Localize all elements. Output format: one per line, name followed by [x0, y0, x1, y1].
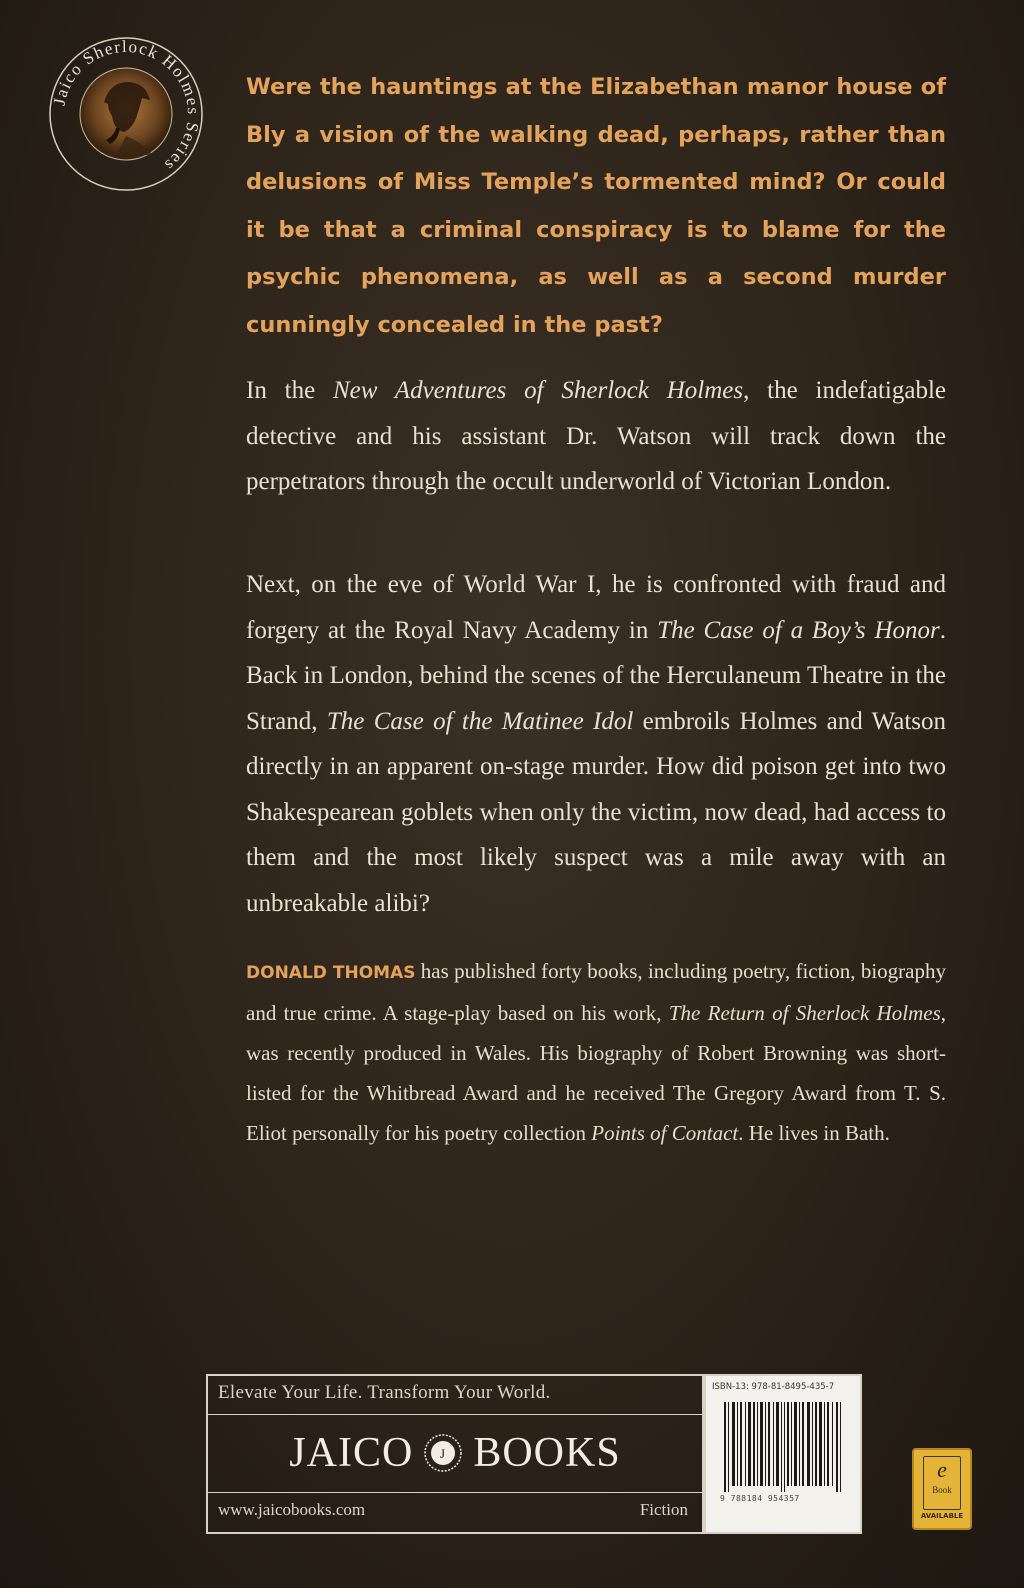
blurb-lead: Were the hauntings at the Elizabethan manor house of Bly a vision of the walking dead, perhaps, rather than delusions of Miss Temple’s tormented mind? Or could it be that a criminal conspiracy is to blame for the psychic phenomena, as well as a second murder cunningly concealed in the past? [246, 74, 946, 338]
author-text-c: . He lives in Bath. [738, 1121, 890, 1145]
author-bio [246, 951, 946, 1153]
para2-title-2: The Case of the Matinee Idol [326, 707, 634, 735]
barcode-digits: 9 788184 954357 [720, 1494, 800, 1503]
publisher-name-left: JAICO [289, 1430, 414, 1476]
para1-title: New Adventures of Sherlock Holmes [333, 377, 744, 404]
ebook-letter: e [937, 1457, 947, 1482]
publisher-website[interactable]: www.jaicobooks.com [218, 1500, 366, 1519]
ebook-available-badge [912, 1448, 972, 1530]
publisher-divider-top [208, 1414, 702, 1415]
series-badge-emblem [48, 36, 204, 192]
barcode-bars-icon [724, 1402, 842, 1492]
author-name: DONALD THOMAS [246, 963, 416, 983]
para2-text-b: . Back in London, behind the scenes of the Herculaneum Theatre in the Strand, [246, 616, 946, 735]
para2-text-a: Next, on the eve of World War I, he is confronted with fraud and forgery at the Royal Navy Academy in [246, 571, 946, 644]
author-text-b: , was recently produced in Wales. His biography of Robert Browning was short-listed for the Whitbread Award and he received The Gregory Award from T. S. Eliot personally for his poetry collection [246, 1001, 946, 1145]
barcode-block [704, 1374, 862, 1534]
ebook-word: Book [932, 1485, 952, 1495]
publisher-divider-bottom [208, 1492, 702, 1493]
author-title-1: The Return of Sherlock Holmes [668, 1001, 941, 1025]
blurb-paragraph-2 [246, 562, 946, 926]
genre-label: Fiction [639, 1500, 688, 1519]
author-title-2: Points of Contact [591, 1121, 739, 1145]
para2-text-c: embroils Holmes and Watson directly in an apparent on-stage murder. How did poison get into two Shakespearean goblets when only the victim, now dead, had access to them and the most likely suspect was a mile away with an unbreakable alibi? [246, 707, 946, 917]
svg-text:J: J [440, 1446, 447, 1461]
series-badge-text: Jaico Sherlock Holmes Series [49, 36, 204, 176]
publisher-name-right: BOOKS [473, 1430, 621, 1476]
jaico-emblem-icon [423, 1433, 463, 1473]
isbn-label: ISBN-13: 978-81-8495-435-7 [712, 1382, 835, 1392]
series-badge [48, 36, 204, 192]
para1-text-b: , the indefatigable detective and his assistant Dr. Watson will track down the perpetrators through the occult underworld of Victorian London. [246, 377, 946, 495]
ebook-available-label: AVAILABLE [920, 1512, 964, 1520]
para2-title-1: The Case of a Boy’s Honor [657, 616, 940, 644]
author-text-a: has published forty books, including poetry, fiction, biography and true crime. A stage-play based on his work, [246, 959, 946, 1025]
publisher-logo [208, 1418, 702, 1488]
publisher-box [206, 1374, 704, 1534]
blurb-paragraph-1 [246, 368, 946, 505]
publisher-tagline: Elevate Your Life. Transform Your World. [218, 1382, 551, 1403]
para1-text-a: In the [246, 377, 333, 404]
ebook-icon [923, 1456, 961, 1510]
